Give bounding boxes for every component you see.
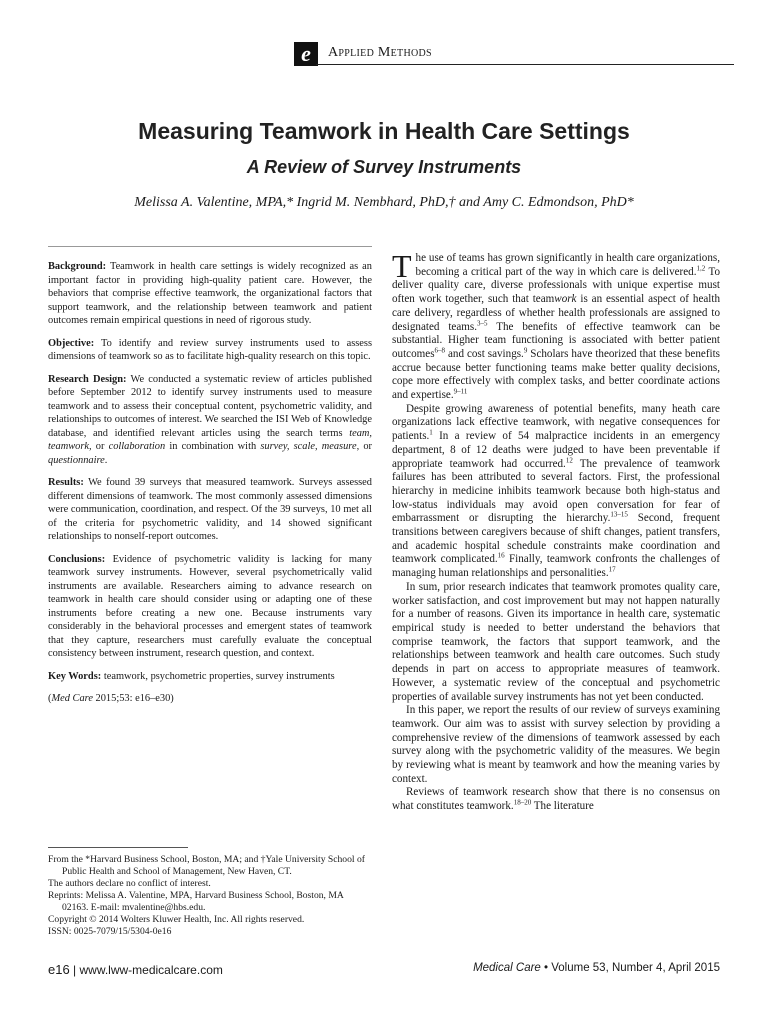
abstract-design: Research Design: We conducted a systematic review of articles published before September 2012 to identify survey instruments used to measure teamwork and to assess their conceptual content, psychometric validity, and relationships to outcomes of interest. We searched the ISI Web of Knowledge database, and identified relevant articles using the search terms team, teamwork, or collaboration in combination with survey, scale, measure, or questionnaire. (48, 373, 372, 466)
abstract-keywords: Key Words: teamwork, psychometric properties, survey instruments (48, 670, 335, 682)
footnote-reprints: Reprints: Melissa A. Valentine, MPA, Harvard Business School, Boston, MA 02163. E-mail: mvalentine@hbs.edu. (48, 890, 344, 913)
article-title: Measuring Teamwork in Health Care Settings (138, 118, 630, 144)
abstract-objective: Objective: To identify and review survey instruments used to assess dimensions of teamwork so as to facilitate high-quality research on this topic. (48, 337, 372, 362)
body-paragraph-1: The use of teams has grown significantly in health care organizations, becoming a critical part of the way in which care is delivered.$^{1,2}$ To deliver quality care, diverse professionals with unique expertise must often work together, such that teamwork is an essential aspect of health care delivery, regardless of whether health professionals are assigned to designated teams.$^{3-5}$ The benefits of effective teamwork can be substantial. Higher team functioning is associated with better patient outcomes$^{6-8}$ and cost savings.$^9$ Scholars have theorized that these benefits accrue because better functioning teams make better quality decisions, cope more effectively with complex tasks, and better coordinate actions and expertise.$^{9-11}$ (392, 248, 721, 402)
author-list: Melissa A. Valentine, MPA,* Ingrid M. Nembhard, PhD,† and Amy C. Edmondson, PhD* (134, 195, 634, 210)
footnotes-rule (48, 847, 188, 848)
journal-url-link[interactable]: www.lww-medicalcare.com (79, 963, 223, 977)
article-subtitle: A Review of Survey Instruments (246, 157, 522, 177)
footnote-conflict: The authors declare no conflict of interest. (48, 878, 211, 889)
footer-left: e16 | www.lww-medicalcare.com (48, 962, 223, 977)
footnote-affiliation: From the *Harvard Business School, Boston, MA; and †Yale University School of Public Health and School of Management, New Haven, CT. (48, 854, 365, 877)
journal-name: Medical Care (473, 962, 541, 974)
footnote-copyright: Copyright © 2014 Wolters Kluwer Health, Inc. All rights reserved. (48, 914, 305, 925)
dropcap: T (392, 248, 412, 284)
abstract-citation: (Med Care 2015;53: e16–e30) (48, 693, 174, 704)
body-paragraph-4: In this paper, we report the results of our review of surveys examining teamwork. Our aim was to assist with survey selection by providing a comprehensive review of the dimensions of teamwork assessed by each survey along with the psychometric validity of the measures. We begin by reviewing what is meant by teamwork and how the meaning varies by context. (392, 704, 720, 785)
page-number: e16 (48, 962, 70, 977)
body-paragraph-2: Despite growing awareness of potential benefits, many heath care organizations lack effective teamwork, with negative consequences for patients.$^1$ In a review of 54 malpractice incidents in an emergency department, 8 of 12 deaths were judged to have been preventable if appropriate teamwork had occurred.$^{12}$ The prevalence of teamwork failures has been attributed to several factors. First, the professional hierarchy in medicine inhibits teamwork because both high-status and low-status individuals may avoid open conversation for fear of embarrassment or disrupting the hierarchy.$^{13-15}$ Second, frequent transitions between caregivers because of shift changes, patient transfers, and academic hospital schedule constraints make coordination and teamwork complicated.$^{16}$ Finally, teamwork confronts the challenges of managing human relationships and personalities.$^{17}$ (392, 402, 720, 580)
abstract-results: Results: We found 39 surveys that measured teamwork. Surveys assessed different dimensions of teamwork. The most commonly assessed dimensions were communication, coordination, and respect. Of the 39 surveys, 10 met all of the criteria for psychometric validity, and 14 showed significant relationships to nonself-report outcomes. (48, 477, 372, 542)
abstract (48, 260, 372, 715)
abstract-rule (48, 246, 372, 247)
footnotes (48, 854, 372, 938)
e-badge-icon: e (294, 42, 318, 66)
body-text (392, 248, 721, 814)
volume-info: • Volume 53, Number 4, April 2015 (540, 962, 720, 974)
running-header (294, 40, 734, 70)
abstract-conclusions: Conclusions: Evidence of psychometric validity is lacking for many teamwork survey instruments. However, several psychometrically valid instruments are available. Researchers aiming to advance research on teamwork in health care should consider using or adapting one of these instruments before creating a new one. Because instruments vary considerably in the behavioral processes and emergent states of teamwork that they capture, researchers must carefully evaluate the conceptual consistency between instrument, research question, and context. (48, 553, 372, 659)
header-rule (316, 64, 734, 65)
abstract-background: Background: Teamwork in health care settings is widely recognized as an important factor in providing high-quality patient care. However, the behaviors that comprise effective teamwork, the organizational factors that support teamwork, and the relationship between teamwork and patient outcomes remain empirical questions in need of rigorous study. (48, 261, 372, 326)
section-label: Applied Methods (328, 45, 432, 60)
body-paragraph-5: Reviews of teamwork research show that there is no consensus on what constitutes teamwork.$^{18-20}$ The literature (392, 786, 720, 813)
footnote-issn: ISSN: 0025-7079/15/5304-0e16 (48, 926, 172, 937)
body-paragraph-3: In sum, prior research indicates that teamwork promotes quality care, worker satisfaction, and cost improvement but may not happen naturally for a number of reasons. Given its importance in health care, systematic empirical study is needed to better understand the behaviors that comprise teamwork, the factors that support teamwork, and the relationships between teamwork and health care outcomes. Such study depends in part on access to appropriate measures of teamwork. However, a systematic review of the conceptual and psychometric properties of available survey instruments has not yet been conducted. (392, 580, 720, 703)
footer-right (473, 962, 720, 974)
